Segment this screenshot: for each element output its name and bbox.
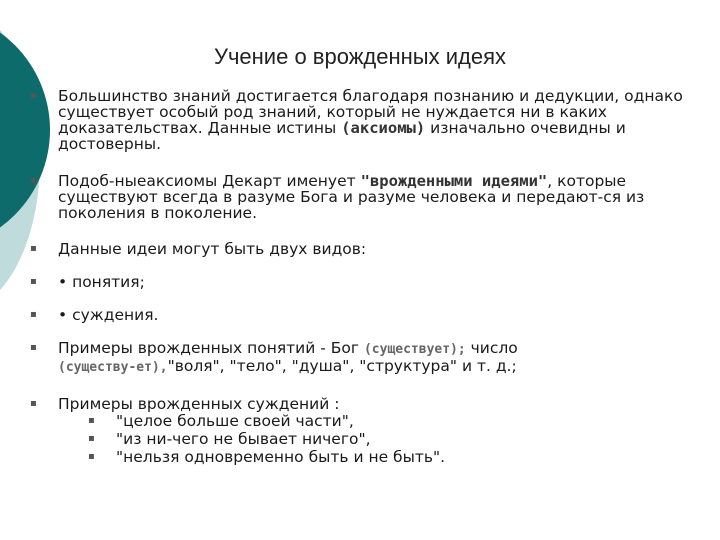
bullet-icon: ▪ (30, 398, 37, 409)
list-item: ▪ Примеры врожденных понятий - Бог (существует); число (существу-ет),"воля", "тело", "душа", "структура" и т. д.; (30, 339, 518, 375)
sub-list-item: ▪ "из ни-чего не бывает ничего", (88, 430, 371, 448)
bullet-icon: ▪ (30, 90, 37, 101)
list-item: ▪ Большинство знаний достигается благодаря познанию и дедукции, однако существует особый род знаний, который не нуждается ни в каких доказательствах. Данные истины (аксиомы) изначально очевидны и достоверны. (30, 87, 683, 153)
highlight-term: "врожденными идеями" (360, 172, 548, 190)
sub-list (58, 412, 690, 466)
sub-list-item: ▪ "целое больше своей части", (88, 412, 354, 430)
bullet-list (30, 88, 690, 466)
bullet-icon: ▪ (88, 433, 95, 444)
annotation: (существу-ет), (58, 360, 168, 375)
slide-title: Учение о врожденных идеях (213, 44, 506, 69)
bullet-icon: ▪ (30, 175, 37, 186)
bullet-icon: ▪ (88, 451, 95, 462)
bullet-icon: ▪ (30, 309, 37, 320)
bullet-icon: ▪ (30, 243, 37, 254)
list-item: ▪ Данные идеи могут быть двух видов: (30, 240, 367, 258)
list-item: ▪ • понятия; (30, 273, 145, 291)
annotation: (существует); (363, 342, 466, 357)
list-item: ▪ Примеры врожденных суждений : ▪ "целое больше своей части", ▪ "из ни-чего не бывает ничего", ▪ "нельзя одновременно быть и не быть". (30, 396, 690, 466)
sub-list-item: ▪ "нельзя одновременно быть и не быть". (88, 448, 446, 466)
bullet-icon: ▪ (30, 342, 37, 353)
highlight-term: (аксиомы) (341, 119, 426, 137)
bullet-icon: ▪ (88, 415, 95, 426)
list-item: ▪ Подоб-ныеаксиомы Декарт именует "врожденными идеями", которые существуют всегда в разуме Бога и разуме человека и передают-ся из поколения в поколение. (30, 172, 645, 222)
bullet-icon: ▪ (30, 276, 37, 287)
list-item: ▪ • суждения. (30, 306, 159, 324)
